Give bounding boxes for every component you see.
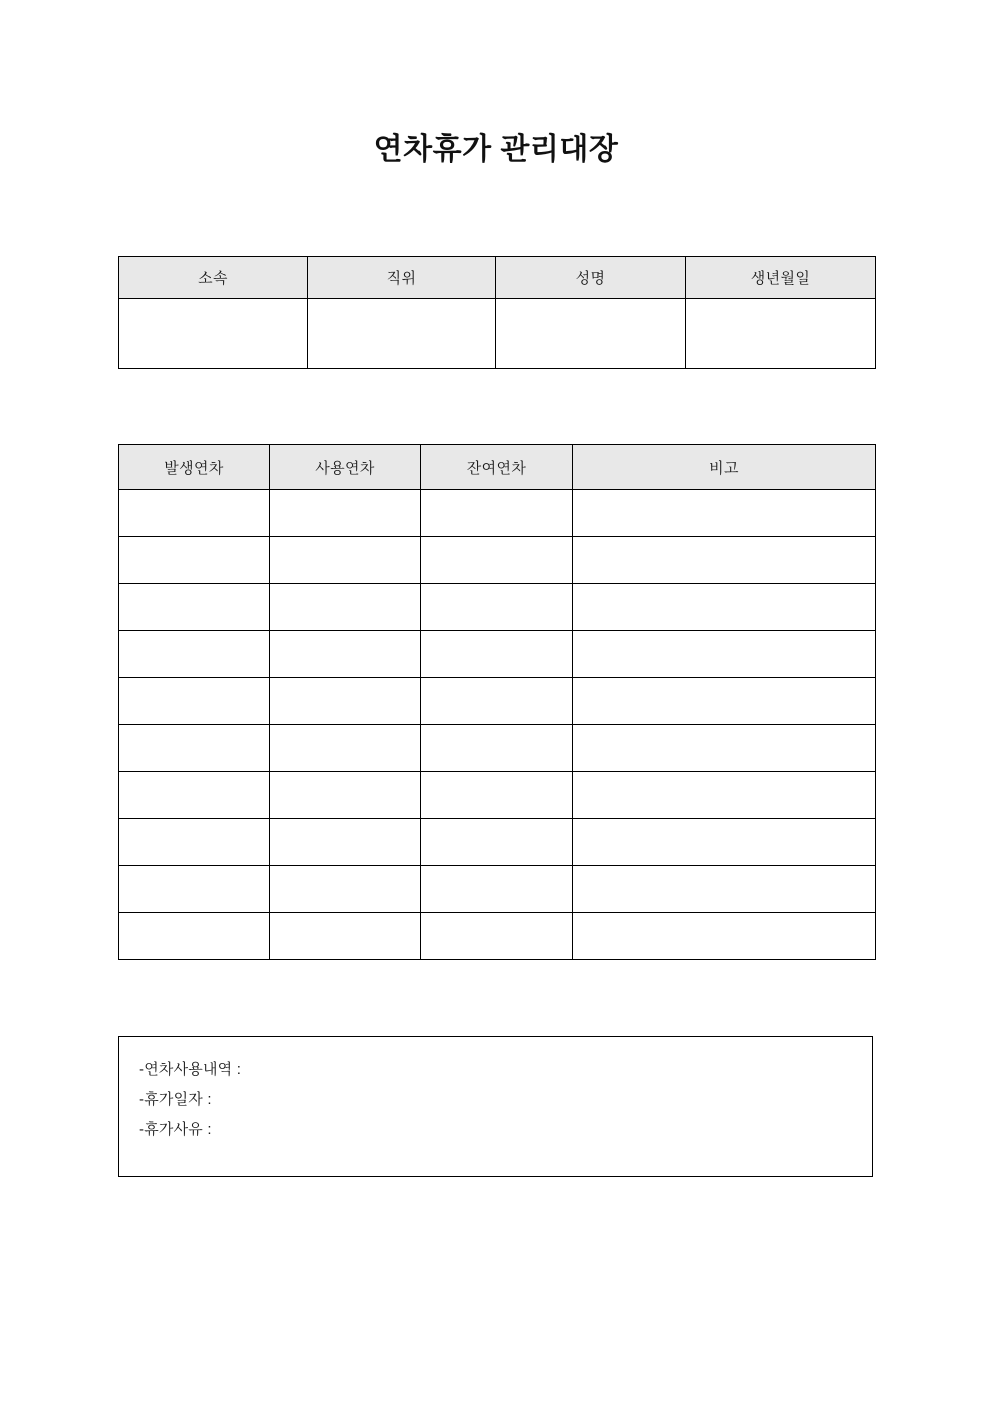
page-title: 연차휴가 관리대장 <box>373 133 619 166</box>
cell-accrued-leave[interactable] <box>119 490 270 537</box>
cell-used-leave[interactable] <box>270 725 421 772</box>
table-row <box>119 584 876 631</box>
employee-info-table <box>118 256 876 369</box>
note-line-usage-history: -연차사용내역 : <box>139 1061 242 1078</box>
table-row <box>119 631 876 678</box>
table-header-row <box>119 445 876 490</box>
cell-accrued-leave[interactable] <box>119 913 270 960</box>
header-cell-department: 소속 <box>119 257 308 299</box>
table-row <box>119 678 876 725</box>
cell-used-leave[interactable] <box>270 490 421 537</box>
table-row <box>119 725 876 772</box>
cell-remarks[interactable] <box>573 490 876 537</box>
cell-remarks[interactable] <box>573 913 876 960</box>
cell-remarks[interactable] <box>573 725 876 772</box>
cell-used-leave[interactable] <box>270 866 421 913</box>
table-row <box>119 819 876 866</box>
header-cell-name: 성명 <box>496 257 686 299</box>
cell-remarks[interactable] <box>573 537 876 584</box>
cell-remarks[interactable] <box>573 772 876 819</box>
header-cell-remaining-leave: 잔여연차 <box>421 445 573 490</box>
cell-department[interactable] <box>119 299 308 369</box>
cell-accrued-leave[interactable] <box>119 819 270 866</box>
leave-usage-notes-box[interactable] <box>118 1036 873 1177</box>
table-row <box>119 490 876 537</box>
cell-remaining-leave[interactable] <box>421 631 573 678</box>
cell-accrued-leave[interactable] <box>119 678 270 725</box>
cell-used-leave[interactable] <box>270 772 421 819</box>
cell-used-leave[interactable] <box>270 913 421 960</box>
cell-remarks[interactable] <box>573 584 876 631</box>
note-line-leave-reason: -휴가사유 : <box>139 1121 212 1138</box>
cell-birthdate[interactable] <box>686 299 876 369</box>
ledger-table-body <box>119 490 876 960</box>
table-row <box>119 537 876 584</box>
cell-used-leave[interactable] <box>270 819 421 866</box>
cell-remaining-leave[interactable] <box>421 537 573 584</box>
cell-remaining-leave[interactable] <box>421 725 573 772</box>
cell-remaining-leave[interactable] <box>421 819 573 866</box>
cell-used-leave[interactable] <box>270 678 421 725</box>
leave-ledger-table <box>118 444 876 960</box>
cell-remaining-leave[interactable] <box>421 772 573 819</box>
cell-position[interactable] <box>308 299 496 369</box>
cell-accrued-leave[interactable] <box>119 631 270 678</box>
note-line-leave-date: -휴가일자 : <box>139 1091 212 1108</box>
cell-accrued-leave[interactable] <box>119 772 270 819</box>
cell-accrued-leave[interactable] <box>119 725 270 772</box>
cell-name[interactable] <box>496 299 686 369</box>
cell-accrued-leave[interactable] <box>119 866 270 913</box>
notes-list <box>119 1037 872 1145</box>
table-row <box>119 913 876 960</box>
cell-accrued-leave[interactable] <box>119 537 270 584</box>
table-row <box>119 299 876 369</box>
table-row <box>119 866 876 913</box>
cell-remaining-leave[interactable] <box>421 678 573 725</box>
cell-used-leave[interactable] <box>270 537 421 584</box>
cell-remaining-leave[interactable] <box>421 490 573 537</box>
cell-remarks[interactable] <box>573 819 876 866</box>
header-cell-used-leave: 사용연차 <box>270 445 421 490</box>
cell-remaining-leave[interactable] <box>421 584 573 631</box>
table-header-row <box>119 257 876 299</box>
header-cell-accrued-leave: 발생연차 <box>119 445 270 490</box>
header-cell-remarks: 비고 <box>573 445 876 490</box>
cell-accrued-leave[interactable] <box>119 584 270 631</box>
cell-remarks[interactable] <box>573 631 876 678</box>
cell-remaining-leave[interactable] <box>421 866 573 913</box>
cell-used-leave[interactable] <box>270 584 421 631</box>
cell-remaining-leave[interactable] <box>421 913 573 960</box>
cell-remarks[interactable] <box>573 866 876 913</box>
header-cell-position: 직위 <box>308 257 496 299</box>
header-cell-birthdate: 생년월일 <box>686 257 876 299</box>
cell-remarks[interactable] <box>573 678 876 725</box>
table-row <box>119 772 876 819</box>
cell-used-leave[interactable] <box>270 631 421 678</box>
